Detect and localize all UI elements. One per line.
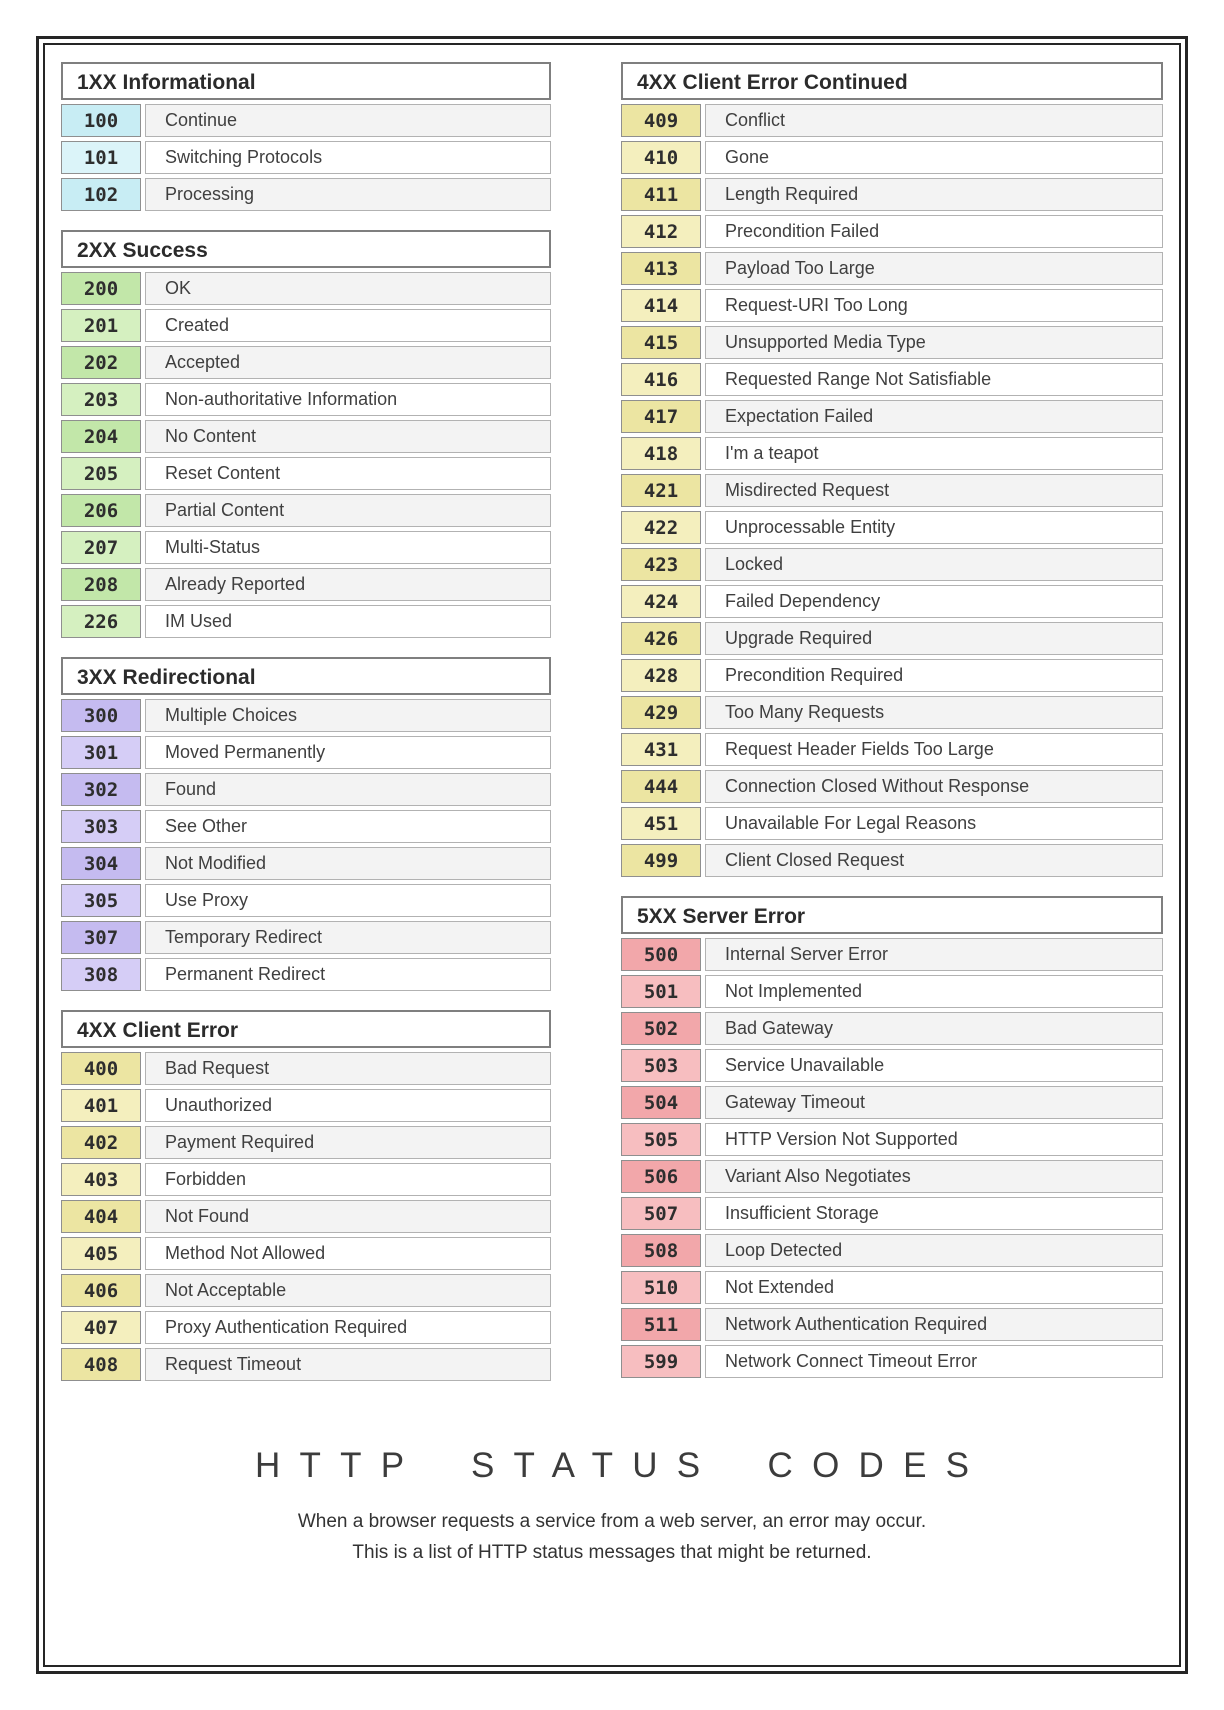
status-row-410: [621, 141, 1163, 174]
status-row-599: [621, 1345, 1163, 1378]
status-row-404: [61, 1200, 551, 1233]
status-description: Multiple Choices: [145, 699, 551, 732]
status-row-415: [621, 326, 1163, 359]
status-code: 407: [61, 1311, 141, 1344]
status-row-499: [621, 844, 1163, 877]
status-row-301: [61, 736, 551, 769]
status-code: 303: [61, 810, 141, 843]
status-code: 207: [61, 531, 141, 564]
status-code: 499: [621, 844, 701, 877]
status-row-407: [61, 1311, 551, 1344]
status-description: Continue: [145, 104, 551, 137]
status-code: 506: [621, 1160, 701, 1193]
status-description: Precondition Failed: [705, 215, 1163, 248]
status-description: Not Implemented: [705, 975, 1163, 1008]
right-column: [621, 62, 1163, 1397]
footer-description-line-2: This is a list of HTTP status messages that might be returned.: [352, 1542, 872, 1564]
status-row-307: [61, 921, 551, 954]
status-description: Conflict: [705, 104, 1163, 137]
status-row-503: [621, 1049, 1163, 1082]
status-row-506: [621, 1160, 1163, 1193]
status-row-502: [621, 1012, 1163, 1045]
status-code: 404: [61, 1200, 141, 1233]
section-4xx-client-error-continued: [621, 62, 1163, 877]
status-code: 415: [621, 326, 701, 359]
status-row-202: [61, 346, 551, 379]
poster-outer-frame: [36, 36, 1188, 1674]
status-description: Misdirected Request: [705, 474, 1163, 507]
section-title-4xx-client-error: 4XX Client Error: [61, 1010, 551, 1048]
status-row-405: [61, 1237, 551, 1270]
status-description: Insufficient Storage: [705, 1197, 1163, 1230]
status-description: OK: [145, 272, 551, 305]
status-code: 205: [61, 457, 141, 490]
status-code: 301: [61, 736, 141, 769]
status-description: Not Acceptable: [145, 1274, 551, 1307]
status-code: 502: [621, 1012, 701, 1045]
status-row-101: [61, 141, 551, 174]
status-code: 203: [61, 383, 141, 416]
status-description: Gone: [705, 141, 1163, 174]
status-code: 402: [61, 1126, 141, 1159]
status-code: 408: [61, 1348, 141, 1381]
status-code: 400: [61, 1052, 141, 1085]
status-code: 511: [621, 1308, 701, 1341]
status-row-308: [61, 958, 551, 991]
status-code: 226: [61, 605, 141, 638]
status-code: 413: [621, 252, 701, 285]
section-3xx-redirectional: [61, 657, 551, 991]
status-row-411: [621, 178, 1163, 211]
status-code: 100: [61, 104, 141, 137]
status-description: Found: [145, 773, 551, 806]
status-row-402: [61, 1126, 551, 1159]
status-row-504: [621, 1086, 1163, 1119]
status-row-416: [621, 363, 1163, 396]
status-code: 304: [61, 847, 141, 880]
status-code: 417: [621, 400, 701, 433]
status-code: 305: [61, 884, 141, 917]
status-row-508: [621, 1234, 1163, 1267]
status-row-200: [61, 272, 551, 305]
section-title-3xx-redirectional: 3XX Redirectional: [61, 657, 551, 695]
section-1xx-informational: [61, 62, 551, 211]
status-row-417: [621, 400, 1163, 433]
status-code: 416: [621, 363, 701, 396]
status-description: Permanent Redirect: [145, 958, 551, 991]
status-code: 444: [621, 770, 701, 803]
status-code: 101: [61, 141, 141, 174]
status-description: Requested Range Not Satisfiable: [705, 363, 1163, 396]
status-code: 418: [621, 437, 701, 470]
status-description: Too Many Requests: [705, 696, 1163, 729]
status-code: 302: [61, 773, 141, 806]
status-code: 501: [621, 975, 701, 1008]
section-title-1xx-informational: 1XX Informational: [61, 62, 551, 100]
status-row-422: [621, 511, 1163, 544]
status-code: 503: [621, 1049, 701, 1082]
status-description: Already Reported: [145, 568, 551, 601]
status-code: 403: [61, 1163, 141, 1196]
status-code: 102: [61, 178, 141, 211]
status-code: 307: [61, 921, 141, 954]
status-description: Method Not Allowed: [145, 1237, 551, 1270]
status-description: Non-authoritative Information: [145, 383, 551, 416]
status-row-401: [61, 1089, 551, 1122]
status-description: Payment Required: [145, 1126, 551, 1159]
status-description: Network Authentication Required: [705, 1308, 1163, 1341]
status-description: Created: [145, 309, 551, 342]
status-row-302: [61, 773, 551, 806]
status-description: Connection Closed Without Response: [705, 770, 1163, 803]
status-code: 507: [621, 1197, 701, 1230]
status-row-201: [61, 309, 551, 342]
status-code: 204: [61, 420, 141, 453]
status-code: 412: [621, 215, 701, 248]
status-row-203: [61, 383, 551, 416]
status-code: 422: [621, 511, 701, 544]
status-row-424: [621, 585, 1163, 618]
status-row-431: [621, 733, 1163, 766]
status-code: 405: [61, 1237, 141, 1270]
status-description: Request-URI Too Long: [705, 289, 1163, 322]
poster-title: HTTP STATUS CODES: [254, 1446, 989, 1485]
status-description: Use Proxy: [145, 884, 551, 917]
status-description: Bad Request: [145, 1052, 551, 1085]
status-code: 504: [621, 1086, 701, 1119]
section-4xx-client-error: [61, 1010, 551, 1381]
section-title-2xx-success: 2XX Success: [61, 230, 551, 268]
status-row-304: [61, 847, 551, 880]
status-description: IM Used: [145, 605, 551, 638]
status-code: 300: [61, 699, 141, 732]
status-row-507: [621, 1197, 1163, 1230]
status-code: 409: [621, 104, 701, 137]
status-description: Partial Content: [145, 494, 551, 527]
status-description: Accepted: [145, 346, 551, 379]
poster-inner-frame: [43, 43, 1181, 1667]
status-code: 428: [621, 659, 701, 692]
status-row-207: [61, 531, 551, 564]
status-description: Locked: [705, 548, 1163, 581]
status-description: Precondition Required: [705, 659, 1163, 692]
status-description: See Other: [145, 810, 551, 843]
status-code: 429: [621, 696, 701, 729]
status-code: 423: [621, 548, 701, 581]
status-row-444: [621, 770, 1163, 803]
status-code: 426: [621, 622, 701, 655]
status-description: Temporary Redirect: [145, 921, 551, 954]
status-row-501: [621, 975, 1163, 1008]
section-title-4xx-client-error-continued: 4XX Client Error Continued: [621, 62, 1163, 100]
status-code: 505: [621, 1123, 701, 1156]
tables-area: [61, 62, 1163, 1400]
status-code: 414: [621, 289, 701, 322]
status-description: Service Unavailable: [705, 1049, 1163, 1082]
status-description: No Content: [145, 420, 551, 453]
status-description: Network Connect Timeout Error: [705, 1345, 1163, 1378]
status-description: Variant Also Negotiates: [705, 1160, 1163, 1193]
status-row-226: [61, 605, 551, 638]
status-code: 206: [61, 494, 141, 527]
section-5xx-server-error: [621, 896, 1163, 1378]
status-row-451: [621, 807, 1163, 840]
status-row-303: [61, 810, 551, 843]
status-code: 421: [621, 474, 701, 507]
status-description: Not Found: [145, 1200, 551, 1233]
status-description: Unprocessable Entity: [705, 511, 1163, 544]
status-row-511: [621, 1308, 1163, 1341]
status-description: Gateway Timeout: [705, 1086, 1163, 1119]
status-row-423: [621, 548, 1163, 581]
status-row-403: [61, 1163, 551, 1196]
left-column: [61, 62, 551, 1400]
status-description: Bad Gateway: [705, 1012, 1163, 1045]
status-row-418: [621, 437, 1163, 470]
status-description: Upgrade Required: [705, 622, 1163, 655]
status-row-206: [61, 494, 551, 527]
status-code: 451: [621, 807, 701, 840]
section-2xx-success: [61, 230, 551, 638]
status-description: Failed Dependency: [705, 585, 1163, 618]
status-description: Proxy Authentication Required: [145, 1311, 551, 1344]
status-row-300: [61, 699, 551, 732]
status-row-208: [61, 568, 551, 601]
status-description: Request Timeout: [145, 1348, 551, 1381]
status-code: 508: [621, 1234, 701, 1267]
status-row-426: [621, 622, 1163, 655]
status-code: 599: [621, 1345, 701, 1378]
status-row-205: [61, 457, 551, 490]
status-code: 431: [621, 733, 701, 766]
status-description: Not Modified: [145, 847, 551, 880]
status-description: Multi-Status: [145, 531, 551, 564]
status-description: I'm a teapot: [705, 437, 1163, 470]
status-row-400: [61, 1052, 551, 1085]
status-code: 406: [61, 1274, 141, 1307]
status-description: Expectation Failed: [705, 400, 1163, 433]
status-description: Switching Protocols: [145, 141, 551, 174]
status-row-102: [61, 178, 551, 211]
status-row-500: [621, 938, 1163, 971]
status-description: Reset Content: [145, 457, 551, 490]
status-code: 500: [621, 938, 701, 971]
status-description: Loop Detected: [705, 1234, 1163, 1267]
status-row-428: [621, 659, 1163, 692]
status-row-412: [621, 215, 1163, 248]
status-description: Request Header Fields Too Large: [705, 733, 1163, 766]
status-code: 401: [61, 1089, 141, 1122]
status-row-204: [61, 420, 551, 453]
status-code: 208: [61, 568, 141, 601]
status-row-408: [61, 1348, 551, 1381]
status-row-505: [621, 1123, 1163, 1156]
status-row-429: [621, 696, 1163, 729]
status-code: 202: [61, 346, 141, 379]
status-row-100: [61, 104, 551, 137]
status-row-409: [621, 104, 1163, 137]
status-row-421: [621, 474, 1163, 507]
status-description: Unsupported Media Type: [705, 326, 1163, 359]
status-code: 308: [61, 958, 141, 991]
status-description: Processing: [145, 178, 551, 211]
status-description: HTTP Version Not Supported: [705, 1123, 1163, 1156]
footer: [61, 1446, 1163, 1569]
status-description: Forbidden: [145, 1163, 551, 1196]
section-title-5xx-server-error: 5XX Server Error: [621, 896, 1163, 934]
status-code: 200: [61, 272, 141, 305]
status-description: Moved Permanently: [145, 736, 551, 769]
footer-description-line-1: When a browser requests a service from a web server, an error may occur.: [297, 1511, 927, 1532]
status-row-510: [621, 1271, 1163, 1304]
status-code: 411: [621, 178, 701, 211]
status-description: Internal Server Error: [705, 938, 1163, 971]
status-description: Unauthorized: [145, 1089, 551, 1122]
status-code: 201: [61, 309, 141, 342]
status-row-414: [621, 289, 1163, 322]
status-row-406: [61, 1274, 551, 1307]
status-description: Length Required: [705, 178, 1163, 211]
status-row-305: [61, 884, 551, 917]
status-description: Client Closed Request: [705, 844, 1163, 877]
status-row-413: [621, 252, 1163, 285]
status-description: Not Extended: [705, 1271, 1163, 1304]
status-description: Unavailable For Legal Reasons: [705, 807, 1163, 840]
status-code: 410: [621, 141, 701, 174]
status-description: Payload Too Large: [705, 252, 1163, 285]
status-code: 424: [621, 585, 701, 618]
status-code: 510: [621, 1271, 701, 1304]
